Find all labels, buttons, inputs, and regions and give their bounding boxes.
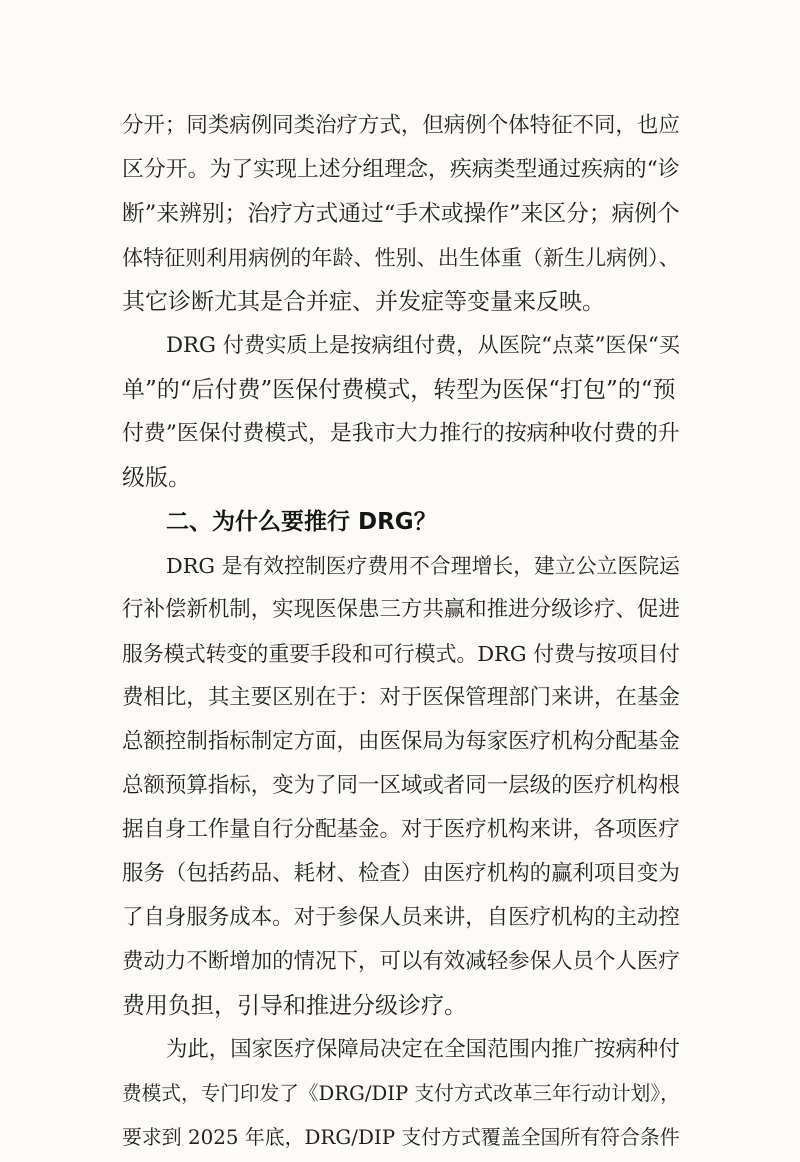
paragraph-1-line-4: 体特征则利用病例的年龄、性别、出生体重（新生儿病例）、 — [122, 245, 680, 270]
paragraph-4-line-2: 费模式，专门印发了《DRG/DIP 支付方式改革三年行动计划》， — [122, 1082, 680, 1105]
paragraph-3-line-1: DRG 是有效控制医疗费用不合理增长，建立公立医院运 — [166, 554, 680, 578]
paragraph-3-line-6: 总额预算指标，变为了同一区域或者同一层级的医疗机构根 — [122, 773, 680, 798]
paragraph-3-line-3: 服务模式转变的重要手段和可行模式。DRG 付费与按项目付 — [122, 642, 680, 666]
paragraph-1-line-5: 其它诊断尤其是合并症、并发症等变量来反映。 — [122, 289, 605, 315]
paragraph-3-line-11: 费用负担，引导和推进分级诊疗。 — [122, 993, 467, 1019]
paragraph-3-line-8: 服务（包括药品、耗材、检查）由医疗机构的赢利项目变为 — [122, 861, 680, 886]
section-heading: 二、为什么要推行 DRG？ — [166, 509, 437, 535]
paragraph-3-line-2: 行补偿新机制，实现医保患三方共赢和推进分级诊疗、促进 — [122, 597, 680, 622]
paragraph-1-line-2: 区分开。为了实现上述分组理念，疾病类型通过疾病的“诊 — [122, 157, 680, 182]
paragraph-2-line-4: 级版。 — [122, 465, 191, 491]
paragraph-3-line-7: 据自身工作量自行分配基金。对于医疗机构来讲，各项医疗 — [122, 817, 680, 842]
paragraph-2-line-1: DRG 付费实质上是按病组付费，从医院“点菜”医保“买 — [166, 333, 680, 358]
paragraph-3-line-5: 总额控制指标制定方面，由医保局为每家医疗机构分配基金 — [122, 729, 680, 754]
paragraph-1-line-3: 断”来辨别；治疗方式通过“手术或操作”来区分；病例个 — [122, 201, 680, 227]
paragraph-3-line-4: 费相比，其主要区别在于：对于医保管理部门来讲，在基金 — [122, 685, 680, 710]
paragraph-4-line-3: 要求到 2025 年底，DRG/DIP 支付方式覆盖全国所有符合条件 — [122, 1126, 680, 1149]
paragraph-3-line-10: 费动力不断增加的情况下，可以有效减轻参保人员个人医疗 — [122, 949, 680, 974]
paragraph-4-line-1: 为此，国家医疗保障局决定在全国范围内推广按病种付 — [166, 1037, 680, 1062]
paragraph-1-line-1: 分开；同类病例同类治疗方式，但病例个体特征不同，也应 — [122, 113, 680, 138]
paragraph-2-line-3: 付费”医保付费模式，是我市大力推行的按病种收付费的升 — [122, 421, 680, 446]
paragraph-2-line-2: 单”的“后付费”医保付费模式，转型为医保“打包”的“预 — [122, 377, 676, 403]
paragraph-3-line-9: 了自身服务成本。对于参保人员来讲，自医疗机构的主动控 — [122, 905, 680, 930]
